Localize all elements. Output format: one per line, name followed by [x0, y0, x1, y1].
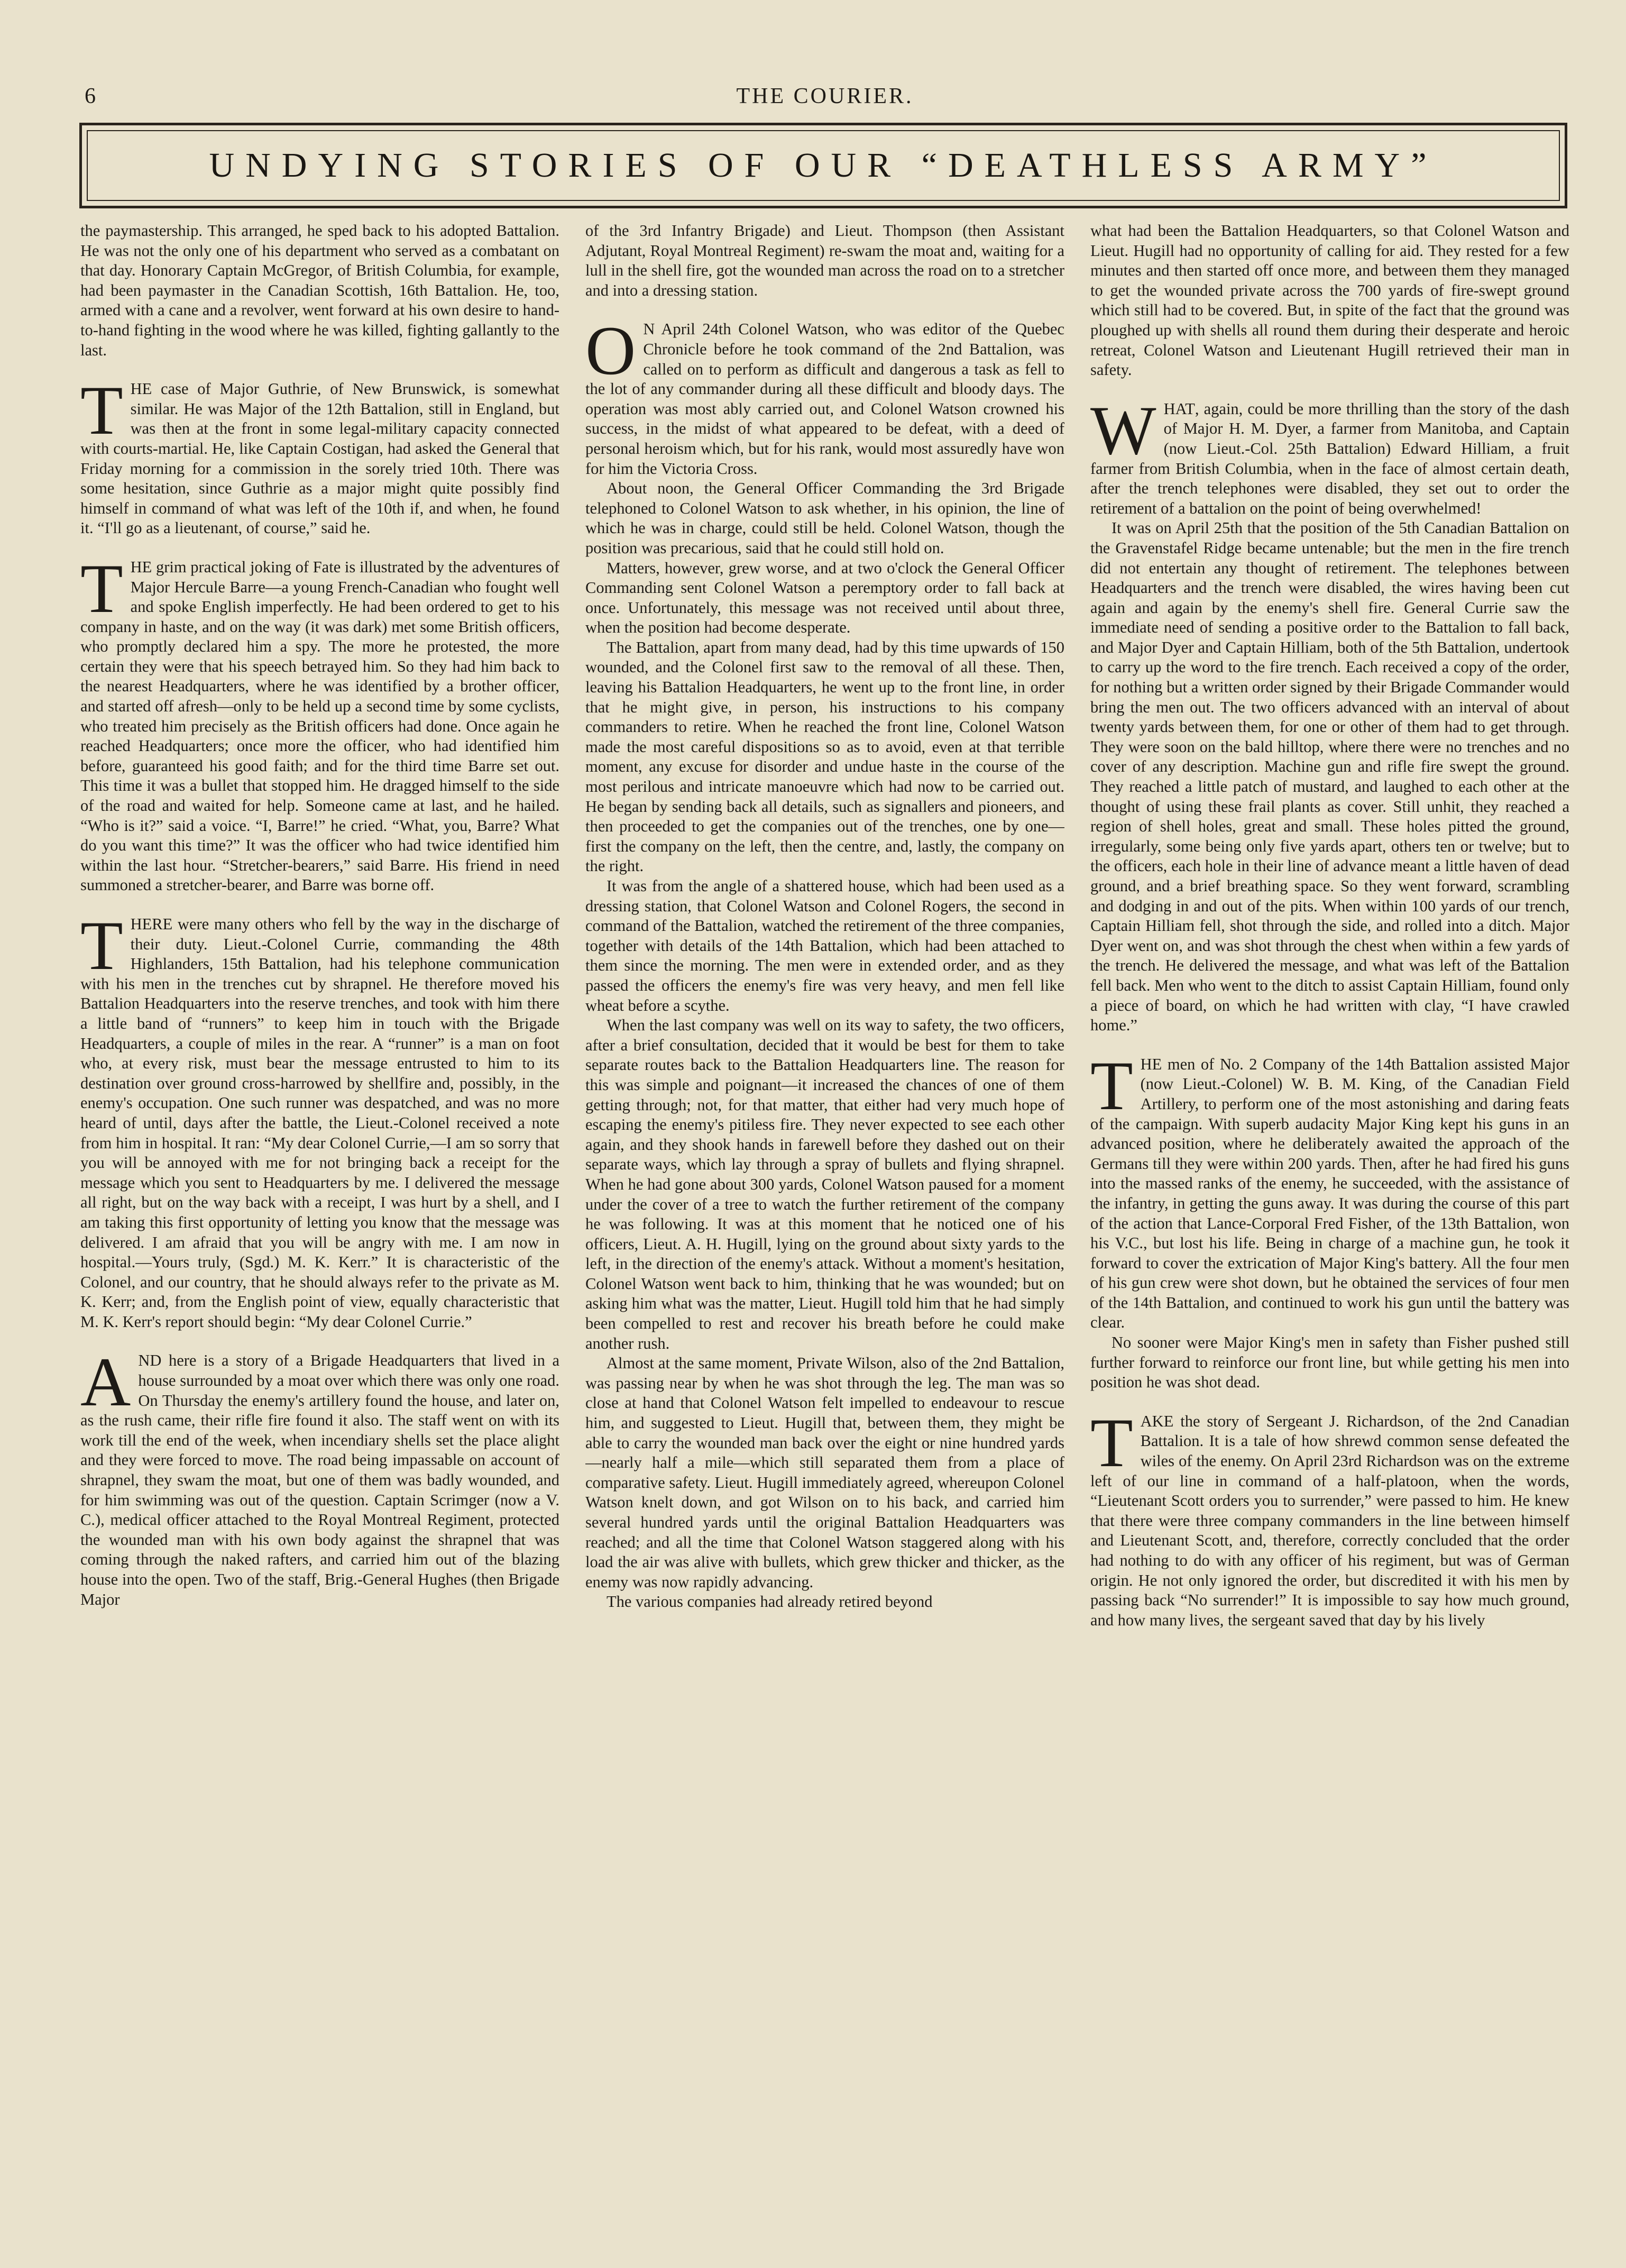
page-number: 6	[85, 84, 98, 108]
drop-cap: T	[80, 549, 123, 627]
drop-cap: T	[1090, 1046, 1133, 1124]
article-title-box	[79, 123, 1567, 208]
paragraph-text: case of Major Guthrie, of New Brunswick, is somewhat similar. He was Major of the 12th Battalion, still in England, but was then at the front in some legal-military capacity connected with courts-martial. He, like Captain Costigan, had asked the General that Friday morning for a commission in the sorely tried 10th. There was some hesitation, since Guthrie as a major might quite possibly find himself in command of what was left of the 10th if, and when, he found it. “I'll go as a lieutenant, of course,” said he.	[80, 380, 559, 537]
paragraph-dropcap	[1090, 1046, 1569, 1333]
paragraph-text: April 24th Colonel Watson, who was editor of the Quebec Chronicle before he took command of the 2nd Battalion, was called on to perform as difficult and dangerous a task as fell to the lot of any commander during all these difficult and bloody days. The operation was most ably carried out, and Colonel Watson crowned his success, in the midst of what appeared to be defeat, with a deed of personal heroism which, but for his rank, would most assuredly have won for him the Victoria Cross.	[585, 320, 1064, 478]
paragraph: Matters, however, grew worse, and at two o'clock the General Officer Commanding sent Colonel Watson a peremptory order to fall back at once. Unfortunately, this message was not received until about three, when the position had become desperate.	[585, 559, 1064, 637]
page-header	[79, 79, 1570, 111]
drop-cap: O	[585, 312, 636, 390]
paragraph: About noon, the General Officer Commanding the 3rd Brigade telephoned to Colonel Watson to ask whether, in his opinion, the line of which he was in charge, could still be held. Colonel Watson, though the position was precarious, said that he could still hold on.	[585, 479, 1064, 557]
paragraph: The Battalion, apart from many dead, had by this time upwards of 150 wounded, and the Colonel first saw to the removal of all these. Then, leaving his Battalion Headquarters, he went up to the front line, in order that he might give, in person, his instructions to his company commanders to retire. When he reached the front line, Colonel Watson made the most careful dispositions so as to avoid, even at that terrible moment, any excuse for disorder and undue haste in the course of the most perilous and intricate manoeuvre which had now to be carried out. He began by sending back all details, such as signallers and pioneers, and then proceeded to get the companies out of the trenches, one by one—first the company on the left, then the centre, and, lastly, the company on the right.	[585, 638, 1064, 875]
article-title: UNDYING STORIES OF OUR “DEATHLESS ARMY”	[209, 146, 1438, 185]
column-2	[585, 221, 1064, 2244]
paragraph: When the last company was well on its way to safety, the two officers, after a brief consultation, decided that it would be best for them to take separate routes back to the Battalion Headquarters line. The reason for this was simple and poignant—it increased the chances of one of them getting through; not, for that matter, that either had very much hope of escaping the enemy's pitiless fire. They never expected to see each other again, and they shook hands in farewell before they dashed out on their separate ways, which lay through a spray of bullets and flying shrapnel. When he had gone about 300 yards, Colonel Watson paused for a moment under the cover of a tree to watch the further retirement of the company he was following. It was at this moment that he noticed one of his officers, Lieut. A. H. Hugill, lying on the ground about sixty yards to the left, in the direction of the enemy's attack. Without a moment's hesitation, Colonel Watson went back to him, thinking that he was wounded; but on asking him what was the matter, Lieut. Hugill told him that he had simply been compelled to rest and recover his breath before he could make another rush.	[585, 1016, 1064, 1352]
paragraph-text: the story of Sergeant J. Richardson, of the 2nd Canadian Battalion. It is a tale of how shrewd common sense defeated the wiles of the enemy. On April 23rd Richardson was on the extreme left of our line in command of a half-platoon, when the words, “Lieutenant Scott orders you to surrender,” were passed to him. He knew that there were three company commanders in the line between himself and Lieutenant Scott, and, therefore, correctly concluded that the order had nothing to do with any officer of his regiment, but was of German origin. He not only ignored the order, but discredited it with his men by passing back “No surrender!” It is impossible to say how much ground, and how many lives, the sergeant saved that day by his lively	[1090, 1412, 1569, 1629]
drop-cap: T	[80, 371, 123, 450]
paragraph: of the 3rd Infantry Brigade) and Lieut. Thompson (then Assistant Adjutant, Royal Montreal Regiment) re-swam the moat and, waiting for a lull in the shell fire, got the wounded man across the road on to a stretcher and into a dressing station.	[585, 222, 1064, 299]
lead-in: N	[643, 320, 655, 339]
drop-cap: W	[1090, 391, 1156, 469]
lead-in: HAT	[1163, 399, 1195, 418]
paragraph: Almost at the same moment, Private Wilson, also of the 2nd Battalion, was passing near by when he was shot through the leg. The man was so close at hand that Colonel Watson felt impelled to endeavour to rescue him, and suggested to Lieut. Hugill that, between them, they might be able to carry the wounded man back over the eight or nine hundred yards—nearly half a mile—which still separated them from a place of comparative safety. Lieut. Hugill immediately agreed, whereupon Colonel Watson knelt down, and got Wilson on to his back, and carried him several hundred yards until the original Battalion Headquarters was reached; and all the time that Colonel Watson staggered along with his load the air was alive with bullets, which grew thicker and thicker, as the enemy was now rapidly advancing.	[585, 1354, 1064, 1591]
paragraph-dropcap	[585, 312, 1064, 479]
lead-in: HE	[1140, 1055, 1162, 1073]
paragraph-dropcap	[80, 1343, 559, 1609]
paragraph: No sooner were Major King's men in safety than Fisher pushed still further forward to reinforce our front line, but while getting his men into position he was shot dead.	[1090, 1333, 1569, 1392]
drop-cap: T	[80, 907, 123, 984]
paragraph: The various companies had already retired beyond	[607, 1593, 933, 1611]
paragraph: It was on April 25th that the position of the 5th Canadian Battalion on the Gravenstafel Ridge became untenable; but the men in the fire trench did not entertain any thought of retirement. The telephones between Headquarters and the trench were disabled, the wires having been cut again and again by the enemy's shell fire. General Currie saw the immediate need of sending a positive order to the Battalion to fall back, and Major Dyer and Captain Hilliam, both of the 5th Battalion, undertook to carry up the word to the fire trench. Each received a copy of the order, for nothing but a written order signed by their Brigade Commander would bring the men out. The two officers advanced with an interval of about twenty yards between them, for one or other of them had to get through. They were soon on the bald hilltop, where there were no trenches and no cover of any description. Machine gun and rifle fire swept the ground. They reached a little patch of mustard, and laughed to each other at the thought of using these frail plants as cover. Still unhit, they reached a region of shell holes, great and small. These holes pitted the ground, irregularly, some being only five yards apart, others ten or twelve; but to the officers, each hole in their line of advance meant a little haven of dead ground, and a brief breathing space. So they went forward, scrambling and dodging in and out of the pits. When within 100 yards of our trench, Captain Hilliam fell, shot through the side, and rolled into a ditch. Major Dyer went on, and was shot through the chest when within a few yards of the trench. He delivered the message, and what was left of the Battalion fell back. Men who went to the ditch to assist Captain Hilliam, found only a piece of board, on which he had written with clay, “I have crawled home.”	[1090, 519, 1569, 1035]
paragraph-dropcap	[80, 371, 559, 538]
article-columns	[80, 221, 1569, 2244]
column-3	[1090, 221, 1569, 2244]
paragraph-text: grim practical joking of Fate is illustrated by the adventures of Major Hercule Barre—a young French-Canadian who fought well and spoke English imperfectly. He had been ordered to get to his company in haste, and on the way (it was dark) met some British officers, who promptly declared him a spy. The more he protested, the more certain they were that his speech betrayed him. So they had him back to the nearest Headquarters, where he was identified by a brother officer, and started off afresh—only to be held up a second time by some cyclists, who treated him precisely as the British officers had done. Once again he reached Headquarters; once more the officer, who had identified him before, guaranteed his good faith; and for the third time Barre set out. This time it was a bullet that stopped him. He dragged himself to the side of the road and waited for help. Someone came at last, and he hailed. “Who is it?” said a voice. “I, Barre!” he cried. “What, you, Barre? What do you want this time?” It was the officer who had twice identified him within the last hour. “Stretcher-bearers,” said Barre. His friend in need summoned a stretcher-bearer, and Barre was borne off.	[80, 557, 559, 894]
paragraph-text: here is a story of a Brigade Headquarters that lived in a house surrounded by a moat over which there was only one road. On Thursday the enemy's artillery found the house, and later on, as the rush came, their rifle fire found it also. The staff went on with its work till the end of the week, when incendiary shells set the place alight and they were forced to move. The road being impassable on account of shrapnel, they swam the moat, but one of them was badly wounded, and for him swimming was out of the question. Captain Scrimger (now a V. C.), medical officer attached to the Royal Montreal Regiment, protected the wounded man with his own body against the shrapnel that was coming through the naked rafters, and carried him out of the blazing house into the open. Two of the staff, Brig.-General Hughes (then Brigade Major	[80, 1351, 559, 1608]
paragraph-text: , again, could be more thrilling than the story of the dash of Major H. M. Dyer, a farmer from Manitoba, and Captain (now Lieut.-Col. 25th Battalion) Edward Hilliam, a fruit farmer from British Columbia, when in the face of almost certain death, after the trench telephones were disabled, they set out to order the retirement of a battalion on the point of being overwhelmed!	[1090, 399, 1569, 517]
paragraph-dropcap	[80, 549, 559, 895]
column-1	[80, 221, 559, 2244]
masthead: THE COURIER.	[736, 84, 914, 108]
paragraph-dropcap	[1090, 1403, 1569, 1631]
lead-in: ND	[138, 1351, 162, 1370]
drop-cap: A	[80, 1343, 131, 1421]
lead-in: HE	[130, 557, 152, 576]
paragraph-text: men of No. 2 Company of the 14th Battalion assisted Major (now Lieut.-Colonel) W. B. M. King, of the Canadian Field Artillery, to perform one of the most astonishing and daring feats of the campaign. With superb audacity Major King kept his guns in an advanced position, where he deliberately awaited the approach of the Germans till they were within 200 yards. Then, after he had fired his guns into the massed ranks of the enemy, he succeeded, with the assistance of the infantry, in getting the guns away. It was during the course of this part of the action that Lance-Corporal Fred Fisher, of the 13th Battalion, won his V.C., but lost his life. Being in charge of a machine gun, he took it forward to cover the extrication of Major King's battery. All the four men of his gun crew were shot down, but he obtained the services of four men of the 14th Battalion, and continued to work his gun until the battery was clear.	[1090, 1055, 1569, 1332]
lead-in: AKE	[1140, 1412, 1174, 1430]
paragraph: the paymastership. This arranged, he sped back to his adopted Battalion. He was not the only one of his department who served as a combatant on that day. Honorary Captain McGregor, of British Columbia, for example, had been paymaster in the Canadian Scottish, 16th Battalion. He, too, armed with a cane and a revolver, went forward at his own desire to hand-to-hand fighting in the wood where he was killed, fighting gallantly to the last.	[80, 222, 559, 359]
paragraph: what had been the Battalion Headquarters, so that Colonel Watson and Lieut. Hugill had no opportunity of calling for aid. They rested for a few minutes and then started off once more, and between them they managed to get the wounded private across the 700 yards of fire-swept ground which still had to be covered. But, in spite of the fact that the ground was ploughed up with shells all round them during their desperate and heroic retreat, Colonel Watson and Lieutenant Hugill retrieved their man in safety.	[1090, 222, 1569, 379]
paragraph-text: were many others who fell by the way in the discharge of their duty. Lieut.-Colonel Currie, commanding the 48th Highlanders, 15th Battalion, had his telephone communication with his men in the trenches cut by shrapnel. He therefore moved his Battalion Headquarters into the reserve trenches, and took with him there a little band of “runners” to keep him in touch with the Brigade Headquarters, a couple of miles in the rear. A “runner” is a man on foot who, at every risk, must bear the message entrusted to him to its destination over ground cross-harrowed by shellfire and, possibly, in the enemy's occupation. One such runner was despatched, and was no more heard of until, days after the battle, the Lieut.-Colonel received a note from him in hospital. It ran: “My dear Colonel Currie,—I am so sorry that you will be annoyed with me for not bringing back a receipt for the message which you sent to Headquarters by me. I delivered the message all right, but on the way back with a receipt, I was hurt by a shell, and I am taking this first opportunity of letting you know that the message was delivered. I am afraid that you will be angry with me. I am now in hospital.—Yours truly, (Sgd.) M. K. Kerr.” It is characteristic of the Colonel, and our country, that he should always refer to the private as M. K. Kerr; and, from the English point of view, equally characteristic that M. K. Kerr's report should begin: “My dear Colonel Currie.”	[80, 915, 559, 1331]
paragraph-dropcap	[1090, 391, 1569, 519]
paragraph: It was from the angle of a shattered house, which had been used as a dressing station, that Colonel Watson and Colonel Rogers, the second in command of the Battalion, watched the retirement of the three companies, together with details of the 14th Battalion, which had been attached to them since the morning. The men were in extended order, and as they passed the officers the enemy's fire was very heavy, and men fell like wheat before a scythe.	[585, 877, 1064, 1014]
lead-in: HERE	[130, 915, 173, 933]
lead-in: HE	[130, 380, 152, 398]
paragraph-dropcap	[80, 907, 559, 1332]
drop-cap: T	[1090, 1403, 1133, 1481]
